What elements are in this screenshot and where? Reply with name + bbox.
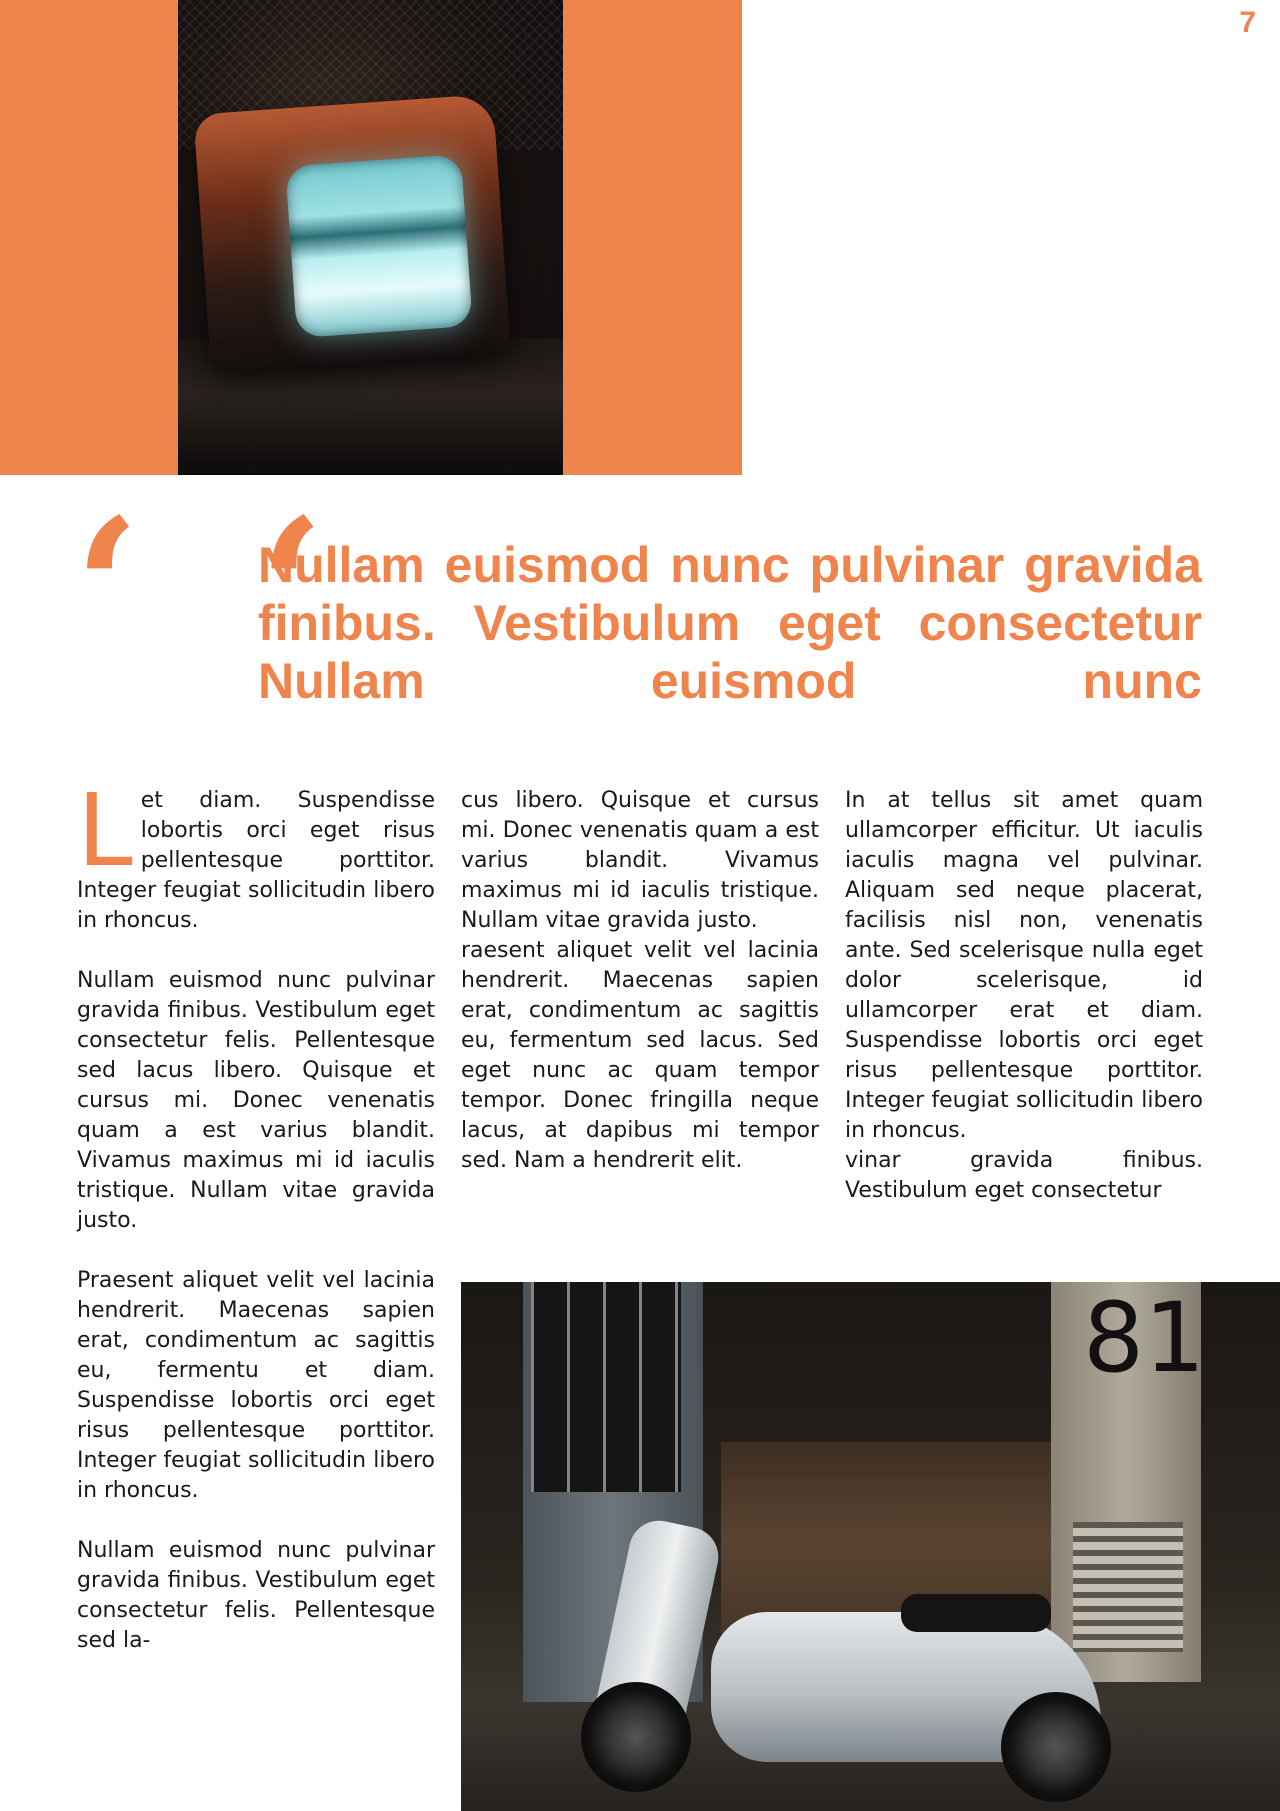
tv-screen bbox=[285, 154, 473, 338]
drop-cap: L bbox=[77, 772, 133, 889]
column-1-paragraph-1-text: et diam. Suspendisse lobortis orci eget risus pellentesque porttitor. Integer feugiat sollicitudin libero in rhoncus. bbox=[77, 788, 435, 933]
window-grate bbox=[531, 1282, 681, 1492]
text-column-2 bbox=[461, 786, 819, 1176]
quote-mark-icon: ‘ ‘ bbox=[74, 477, 351, 700]
scooter-wheel-front bbox=[581, 1682, 691, 1792]
tv-photo bbox=[178, 0, 563, 475]
scooter-photo bbox=[461, 1282, 1280, 1811]
door-vent bbox=[1073, 1522, 1183, 1652]
column-2-paragraph-1: cus libero. Quisque et cursus mi. Donec venenatis quam a est varius blandit. Vivamus maximus mi id iaculis tristique. Nullam vitae gravida justo. bbox=[461, 788, 819, 933]
column-3-paragraph-1: In at tellus sit amet quam ullamcorper efficitur. Ut iaculis iaculis magna vel pulvinar. Aliquam sed neque placerat, facilisis nisl non, venenatis ante. Sed scelerisque nulla eget dolor scelerisque, id ullamcorper erat et diam. Suspendisse lobortis orci eget risus pellentesque porttitor. Integer feugiat sollicitudin libero in rhoncus. bbox=[845, 788, 1203, 1143]
scooter-seat bbox=[901, 1594, 1051, 1632]
text-column-3 bbox=[845, 786, 1203, 1206]
column-1-paragraph-2: Nullam euismod nunc pulvinar gravida finibus. Vestibulum eget consectetur felis. Pellentesque sed lacus libero. Quisque et cursus mi. Donec venenatis quam a est varius blandit. Vivamus maximus mi id iaculis tristique. Nullam vitae gravida justo. bbox=[77, 968, 435, 1233]
column-1-paragraph-1 bbox=[77, 772, 435, 936]
text-column-1 bbox=[77, 772, 435, 1656]
column-1-paragraph-4: Nullam euismod nunc pulvinar gravida finibus. Vestibulum eget consectetur felis. Pellentesque sed la- bbox=[77, 1538, 435, 1653]
scooter-wheel-back bbox=[1001, 1692, 1111, 1802]
column-2-paragraph-2: raesent aliquet velit vel lacinia hendrerit. Maecenas sapien erat, condimentum ac sagittis eu, fermentum sed lacus. Sed eget nunc ac quam tempor tempor. Donec fringilla neque lacus, at dapibus mi tempor sed. Nam a hendrerit elit. bbox=[461, 938, 819, 1173]
column-1-paragraph-3: Praesent aliquet velit vel lacinia hendrerit. Maecenas sapien erat, condimentum ac sagittis eu, fermentu et diam. Suspendisse lobortis orci eget risus pellentesque porttitor. Integer feugiat sollicitudin libero in rhoncus. bbox=[77, 1268, 435, 1503]
door-number: 81 bbox=[1083, 1282, 1206, 1394]
pull-quote: Nullam euismod nunc pulvinar gravida finibus. Vestibulum eget consectetur Nullam euismod nunc bbox=[258, 537, 1202, 709]
tv-body bbox=[193, 94, 510, 372]
column-3-paragraph-2: vinar gravida finibus. Vestibulum eget consectetur bbox=[845, 1148, 1203, 1203]
page-number: 7 bbox=[1239, 6, 1256, 39]
